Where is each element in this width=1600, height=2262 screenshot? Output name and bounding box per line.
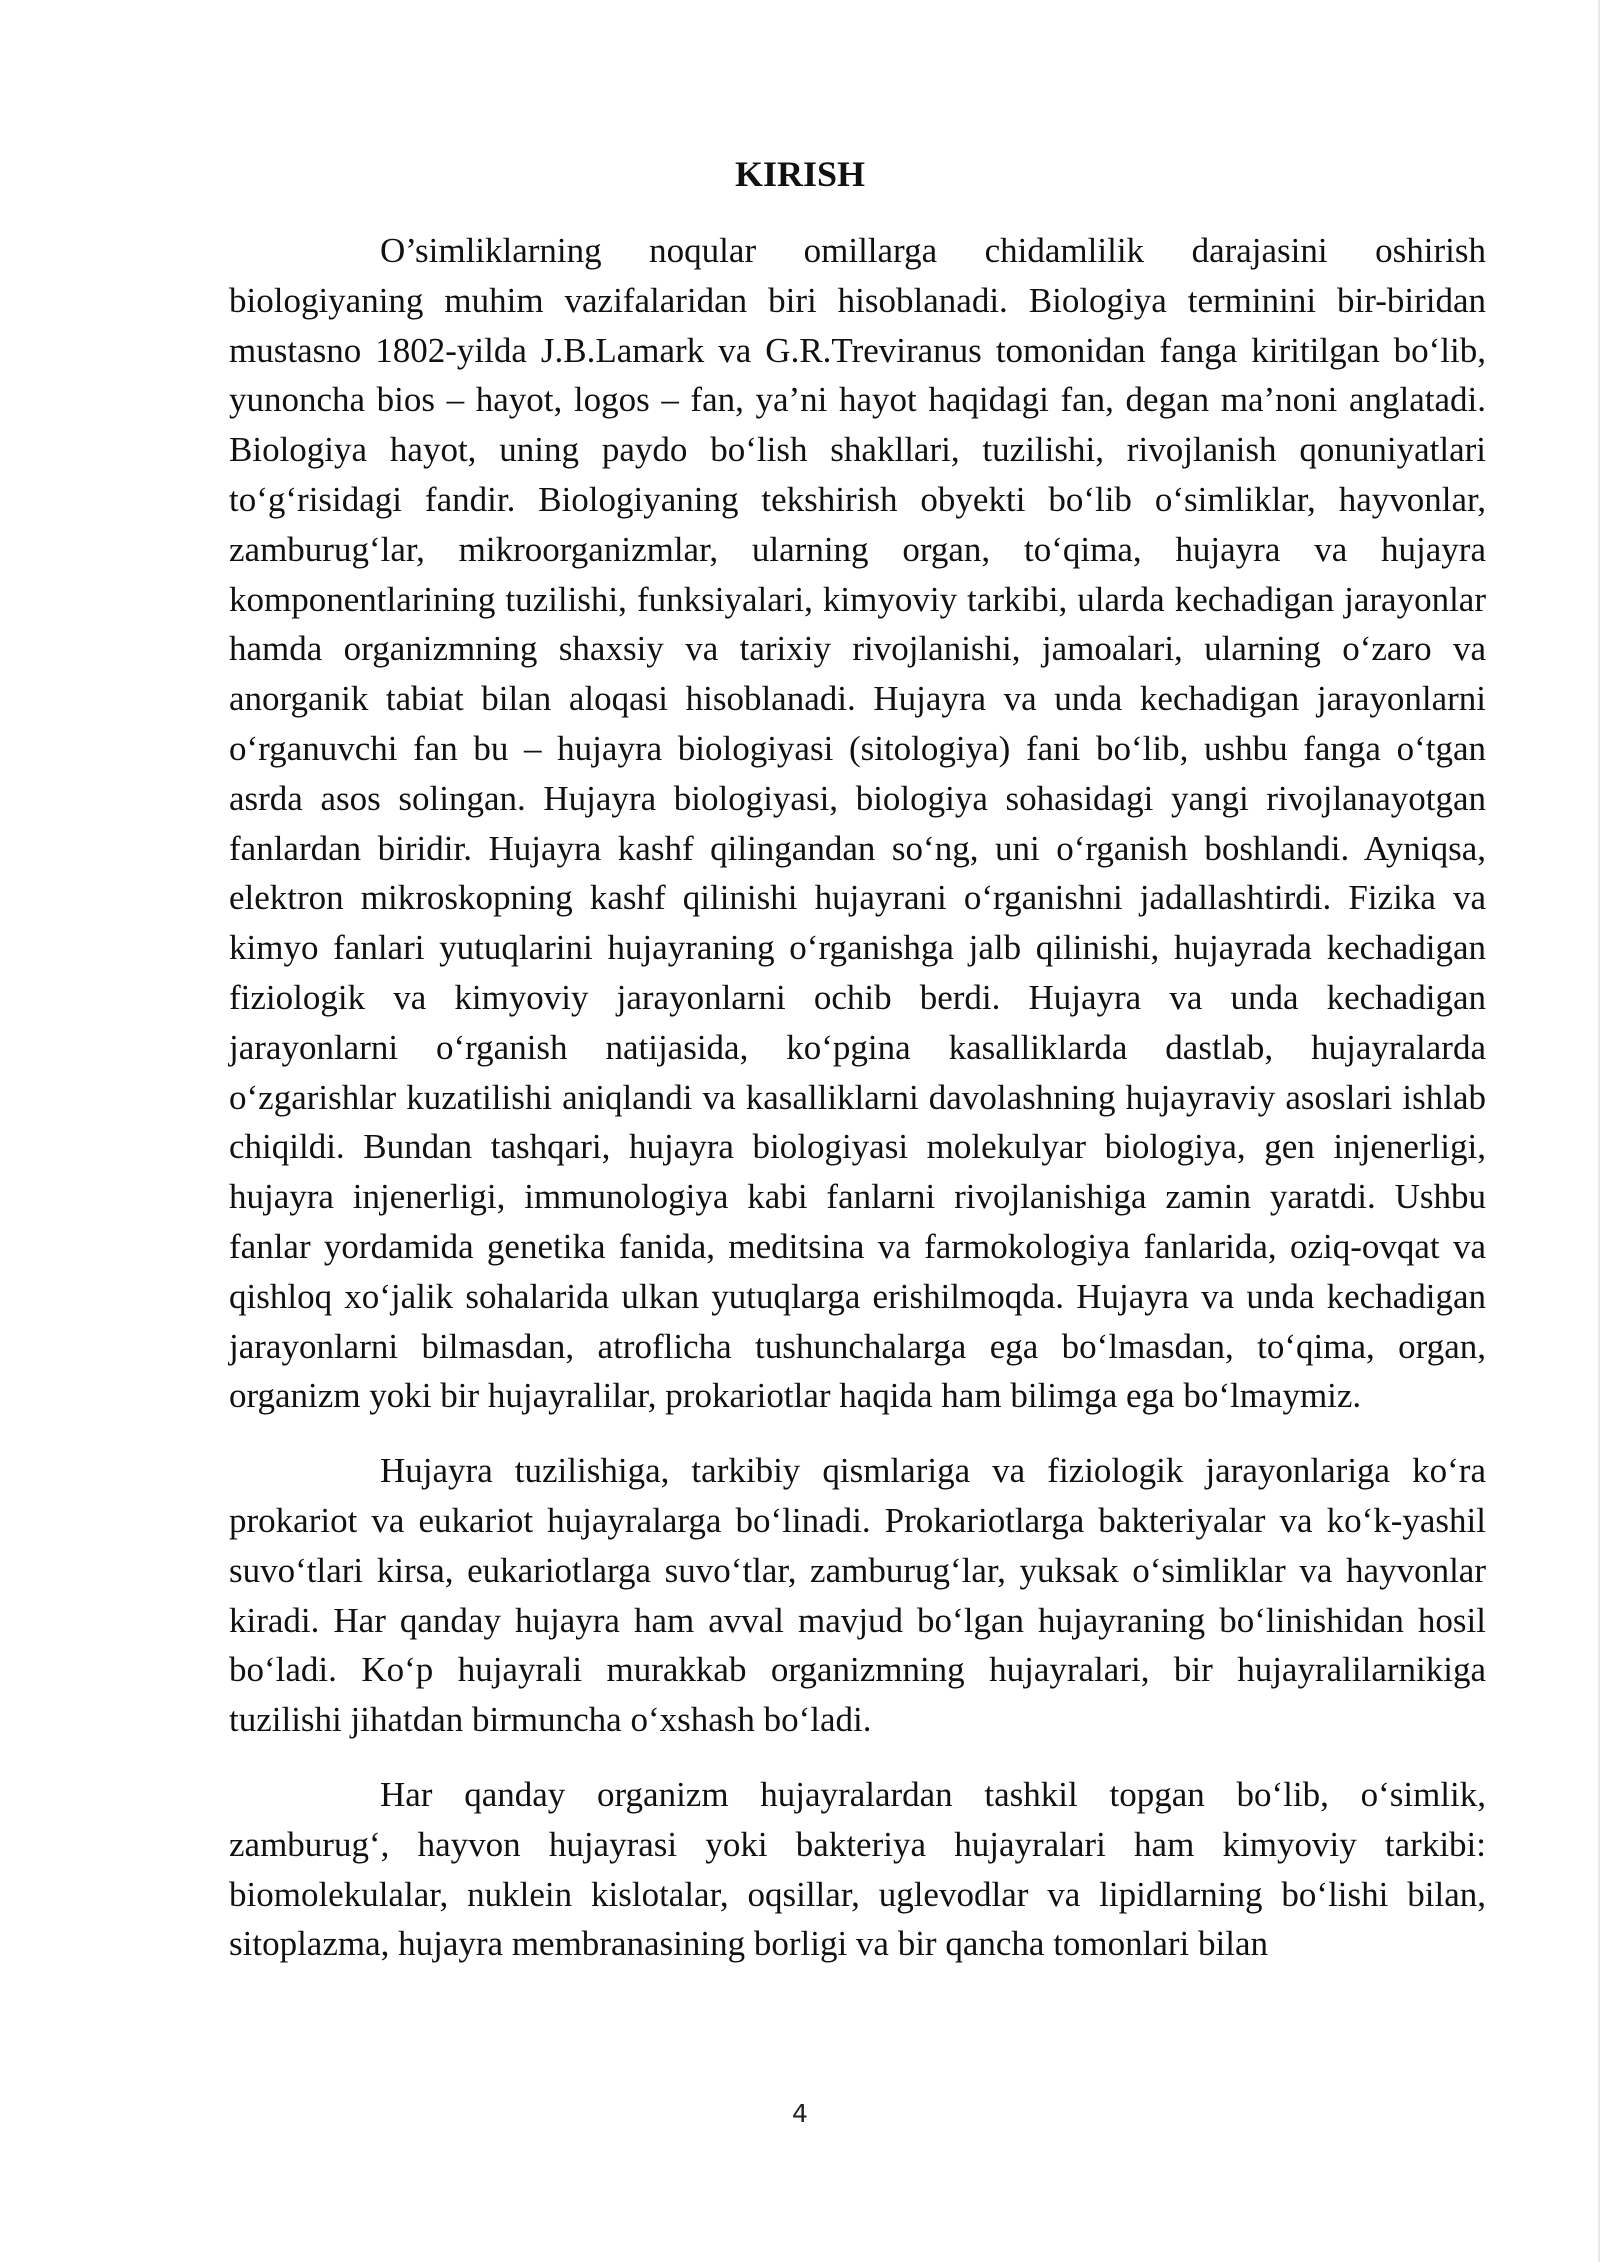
- section-heading: KIRISH: [734, 154, 866, 194]
- page-number: 4: [792, 2099, 808, 2128]
- paragraph-3: Har qanday organizm hujayralardan tashkil topgan bo‘lib, o‘simlik, zamburug‘, hayvon hujayrasi yoki bakteriya hujayralari ham kimyoviy tarkibi: biomolekulalar, nuklein kislotalar, oqsillar, uglevodlar va lipidlarning bo‘lishi bilan, sitoplazma, hujayra membranasining borligi va bir qancha tomonlari bilan: [229, 1774, 1486, 1964]
- paragraph-2: Hujayra tuzilishiga, tarkibiy qismlariga va fiziologik jarayonlariga ko‘ra prokariot va eukariot hujayralarga bo‘linadi. Prokariotlarga bakteriyalar va ko‘k-yashil suvo‘tlari kirsa, eukariotlarga suvo‘tlar, zamburug‘lar, yuksak o‘simliklar va hayvonlar kiradi. Har qanday hujayra ham avval mavjud bo‘lgan hujayraning bo‘linishidan hosil bo‘ladi. Ko‘p hujayrali murakkab organizmning hujayralari, bir hujayralilarnikiga tuzilishi jihatdan birmuncha o‘xshash bo‘ladi.: [229, 1451, 1486, 1740]
- paragraph-1: O’simliklarning noqular omillarga chidamlilik darajasini oshirish biologiyaning muhim vazifalaridan biri hisoblanadi. Biologiya terminini bir-biridan mustasno 1802-yilda J.B.Lamark va G.R.Treviranus tomonidan fanga kiritilgan bo‘lib, yunoncha bios – hayot, logos – fan, ya’ni hayot haqidagi fan, degan ma’noni anglatadi. Biologiya hayot, uning paydo bo‘lish shakllari, tuzilishi, rivojlanish qonuniyatlari to‘g‘risidagi fandir. Biologiyaning tekshirish obyekti bo‘lib o‘simliklar, hayvonlar, zamburug‘lar, mikroorganizmlar, ularning organ, to‘qima, hujayra va hujayra komponentlarining tuzilishi, funksiyalari, kimyoviy tarkibi, ularda kechadigan jarayonlar hamda organizmning shaxsiy va tarixiy rivojlanishi, jamoalari, ularning o‘zaro va anorganik tabiat bilan aloqasi hisoblanadi. Hujayra va unda kechadigan jarayonlarni o‘rganuvchi fan bu – hujayra biologiyasi (sitologiya) fani bo‘lib, ushbu fanga o‘tgan asrda asos solingan. Hujayra biologiyasi, biologiya sohasidagi yangi rivojlanayotgan fanlardan biridir. Hujayra kashf qilingandan so‘ng, uni o‘rganish boshlandi. Ayniqsa, elektron mikroskopning kashf qilinishi hujayrani o‘rganishni jadallashtirdi. Fizika va kimyo fanlari yutuqlarini hujayraning o‘rganishga jalb qilinishi, hujayrada kechadigan fiziologik va kimyoviy jarayonlarni ochib berdi. Hujayra va unda kechadigan jarayonlarni o‘rganish natijasida, ko‘pgina kasalliklarda dastlab, hujayralarda o‘zgarishlar kuzatilishi aniqlandi va kasalliklarni davolashning hujayraviy asoslari ishlab chiqildi. Bundan tashqari, hujayra biologiyasi molekulyar biologiya, gen injenerligi, hujayra injenerligi, immunologiya kabi fanlarni rivojlanishiga zamin yaratdi. Ushbu fanlar yordamida genetika fanida, meditsina va farmokologiya fanlarida, oziq-ovqat va qishloq xo‘jalik sohalarida ulkan yutuqlarga erishilmoqda. Hujayra va unda kechadigan jarayonlarni bilmasdan, atroflicha tushunchalarga ega bo‘lmasdan, to‘qima, organ, organizm yoki bir hujayralilar, prokariotlar haqida ham bilimga ega bo‘lmaymiz.: [229, 231, 1486, 1416]
- body-text: [229, 226, 1486, 1994]
